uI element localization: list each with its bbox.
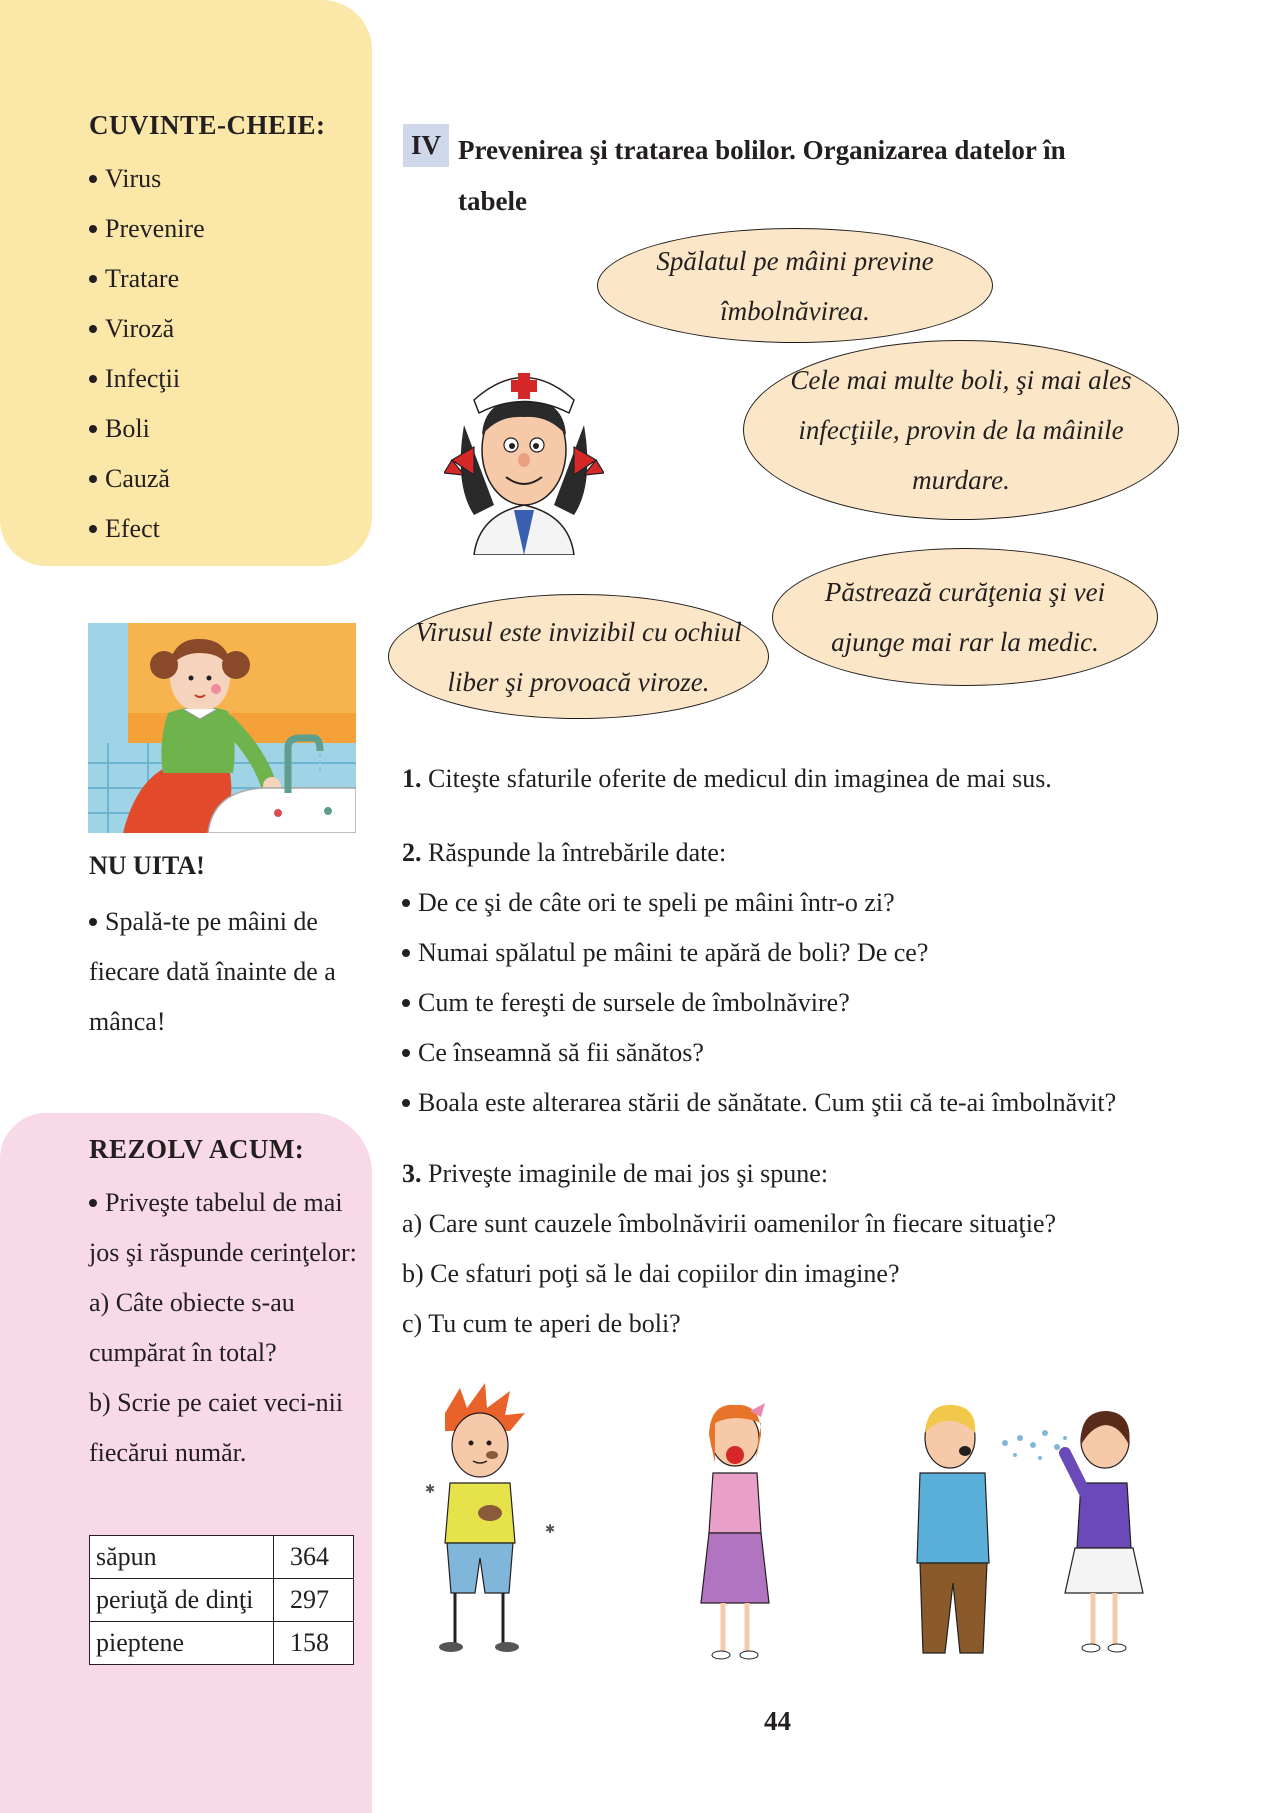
sneezing-boy-figure [917, 1405, 1067, 1653]
bullet-icon [89, 475, 97, 483]
keywords-title: CUVINTE-CHEIE: [89, 110, 326, 140]
exercise-question-a: a) Câte obiecte s-au cumpărat în total? [89, 1288, 295, 1367]
list-item: Cauză [89, 454, 205, 504]
shielding-girl-figure [1065, 1411, 1143, 1652]
nurse-illustration [444, 355, 604, 555]
list-item: Virus [89, 154, 205, 204]
purchase-table [89, 1535, 354, 1665]
exercise-title: REZOLV ACUM: [89, 1134, 305, 1164]
bullet-icon [402, 1099, 410, 1107]
speech-bubble: Păstrează curăţenia şi vei ajunge mai rar la medic. [772, 548, 1158, 686]
girl-eating-apple-figure [701, 1403, 769, 1659]
table-row [90, 1579, 354, 1622]
bullet-icon [402, 949, 410, 957]
speech-bubble: Spălatul pe mâini previne îmbolnăvirea. [597, 228, 993, 343]
speech-bubble: Cele mai multe boli, şi mai ales infecţiile, provin de la mâinile murdare. [743, 340, 1179, 520]
bullet-icon [89, 275, 97, 283]
question-3: 3. Priveşte imaginile de mai jos şi spune: a) Care sunt cauzele îmbolnăvirii oamenilor în fiecare situaţie? b) Ce sfaturi poţi să le dai copiilor din imagine? c) Tu cum te aperi de boli? [402, 1159, 1057, 1338]
bullet-icon [89, 175, 97, 183]
list-item: Efect [89, 504, 205, 554]
table-cell: 297 [274, 1579, 354, 1622]
exercise-question-b: b) Scrie pe caiet veci-nii fiecărui număr. [89, 1388, 344, 1467]
bullet-icon [89, 1199, 97, 1207]
bullet-icon [89, 425, 97, 433]
question-1: 1. Citeşte sfaturile oferite de medicul din imaginea de mai sus. [402, 764, 1052, 793]
list-item: Boli [89, 404, 205, 454]
svg-text:✱: ✱ [425, 1482, 436, 1496]
list-item: Infecţii [89, 354, 205, 404]
exercise-text [89, 1178, 359, 1478]
list-item: Numai spălatul pe mâini te apără de boli? De ce? [402, 928, 1202, 978]
bullet-icon [89, 375, 97, 383]
bullet-icon [89, 918, 97, 926]
dirty-boy-figure [425, 1383, 555, 1652]
table-cell: periuţă de dinţi [90, 1579, 274, 1622]
svg-text:✱: ✱ [545, 1522, 556, 1536]
bullet-icon [89, 225, 97, 233]
section-title: Prevenirea şi tratarea bolilor. Organizarea datelor în tabele [458, 135, 1066, 216]
exercise-intro: Priveşte tabelul de mai jos şi răspunde cerinţelor: [89, 1188, 357, 1267]
bullet-icon [89, 525, 97, 533]
table-row [90, 1622, 354, 1665]
bullet-icon [402, 999, 410, 1007]
bullet-icon [402, 1049, 410, 1057]
table-row [90, 1536, 354, 1579]
children-illustration [405, 1383, 1165, 1683]
speech-bubble: Virusul este invizibil cu ochiul liber şi provoacă viroze. [388, 594, 769, 719]
table-cell: 364 [274, 1536, 354, 1579]
reminder-text: Spală-te pe mâini de fiecare dată înainte de a mânca! [89, 907, 336, 1036]
bullet-icon [89, 325, 97, 333]
question-2: 2. Răspunde la întrebările date: De ce şi de câte ori te speli pe mâini într-o zi? Numai spălatul pe mâini te apără de boli? De ce? Cum te fereşti de sursele de îmbolnăvire? Ce înseamnă să fii sănătos? Boala este alterarea stării de sănătate. Cum ştii că te-ai îmbolnăvit? [402, 828, 1202, 1128]
table-cell: săpun [90, 1536, 274, 1579]
girl-washing-hands-illustration [88, 623, 356, 833]
keywords-list [89, 154, 205, 554]
section-number: IV [403, 124, 449, 167]
list-item: De ce şi de câte ori te speli pe mâini într-o zi? [402, 878, 1202, 928]
list-item: Tratare [89, 254, 205, 304]
list-item: Cum te fereşti de sursele de îmbolnăvire? [402, 978, 1202, 1028]
list-item: Boala este alterarea stării de sănătate. Cum ştii că te-ai îmbolnăvit? [402, 1078, 1202, 1128]
list-item: Viroză [89, 304, 205, 354]
reminder-title: NU UITA! [89, 851, 205, 880]
list-item: Ce înseamnă să fii sănătos? [402, 1028, 1202, 1078]
table-cell: pieptene [90, 1622, 274, 1665]
list-item: Prevenire [89, 204, 205, 254]
bullet-icon [402, 899, 410, 907]
table-cell: 158 [274, 1622, 354, 1665]
page-number: 44 [764, 1706, 791, 1736]
